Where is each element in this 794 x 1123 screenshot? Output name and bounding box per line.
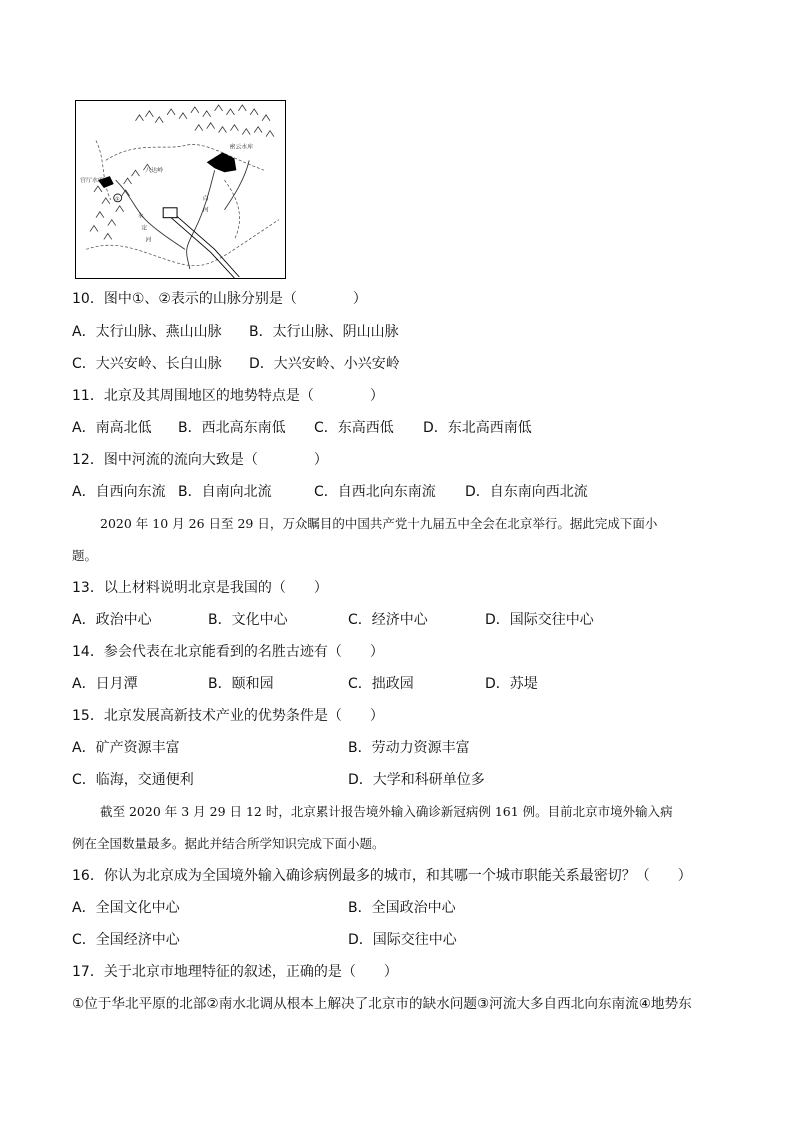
q16-stem: 16．你认为北京成为全国境外输入确诊病例最多的城市，和其哪一个城市职能关系最密切？（ ） [72, 868, 692, 884]
q10-option-b[interactable]: B．太行山脉、阴山山脉 [249, 324, 399, 340]
q14-option-b[interactable]: B．颐和园 [208, 676, 274, 692]
miyun-reservoir [207, 152, 237, 172]
q10-option-a[interactable]: A．太行山脉、燕山山脉 [72, 324, 222, 340]
q11-option-d[interactable]: D．东北高西南低 [423, 420, 532, 436]
label-river-2: 定 [141, 224, 148, 232]
boundary-lines [86, 141, 279, 266]
q12-option-d[interactable]: D．自东南向西北流 [465, 484, 588, 500]
q12-option-c[interactable]: C．自西北向东南流 [314, 484, 436, 500]
q11-option-c[interactable]: C．东高西低 [314, 420, 394, 436]
q11-option-b[interactable]: B．西北高东南低 [178, 420, 286, 436]
q13-option-d[interactable]: D．国际交往中心 [485, 612, 594, 628]
q17-stem: 17．关于北京市地理特征的叙述，正确的是（ ） [72, 964, 398, 980]
mountain-symbols [90, 105, 274, 239]
label-river-5: 河 [202, 206, 209, 214]
q10-option-d[interactable]: D．大兴安岭、小兴安岭 [249, 356, 400, 372]
q15-option-c[interactable]: C．临海，交通便利 [72, 772, 194, 788]
passage1-line2: 题。 [72, 548, 98, 563]
label-river-3: 河 [145, 236, 152, 244]
q13-option-b[interactable]: B．文化中心 [208, 612, 288, 628]
q16-option-d[interactable]: D．国际交往中心 [348, 932, 457, 948]
q13-option-a[interactable]: A．政治中心 [72, 612, 152, 628]
q17-statements: ①位于华北平原的北部②南水北调从根本上解决了北京市的缺水问题③河流大多自西北向东南流④地势东 [72, 996, 692, 1012]
label-guanting: 官厅水库 [80, 177, 104, 185]
q14-option-d[interactable]: D．苏堤 [485, 676, 538, 692]
map-drawing [76, 101, 285, 278]
q13-stem: 13．以上材料说明北京是我国的（ ） [72, 580, 328, 596]
q15-option-b[interactable]: B．劳动力资源丰富 [348, 740, 470, 756]
q14-option-a[interactable]: A．日月潭 [72, 676, 138, 692]
q16-option-c[interactable]: C．全国经济中心 [72, 932, 180, 948]
q16-option-b[interactable]: B．全国政治中心 [348, 900, 456, 916]
q15-option-d[interactable]: D．大学和科研单位多 [348, 772, 485, 788]
beijing-terrain-map [75, 100, 286, 279]
q11-stem: 11．北京及其周围地区的地势特点是（ ） [72, 388, 384, 404]
passage2-line1: 截至 2020 年 3 月 29 日 12 时，北京累计报告境外输入确诊新冠病例 161 例。目前北京市境外输入病 [100, 804, 673, 819]
q12-option-b[interactable]: B．自南向北流 [178, 484, 272, 500]
q15-stem: 15．北京发展高新技术产业的优势条件是（ ） [72, 708, 384, 724]
q16-option-a[interactable]: A．全国文化中心 [72, 900, 180, 916]
q10-option-c[interactable]: C．大兴安岭、长白山脉 [72, 356, 222, 372]
q14-option-c[interactable]: C．拙政园 [348, 676, 414, 692]
q11-option-a[interactable]: A．南高北低 [72, 420, 152, 436]
label-river-4: 白 [202, 194, 209, 202]
canal [171, 215, 239, 278]
passage1-line1: 2020 年 10 月 26 日至 29 日，万众瞩目的中国共产党十九届五中全会在北京举行。据此完成下面小 [100, 516, 658, 531]
label-river-1: 永 [137, 212, 144, 220]
q12-stem: 12．图中河流的流向大致是（ ） [72, 452, 328, 468]
q13-option-c[interactable]: C．经济中心 [348, 612, 428, 628]
q10-stem: 10．图中①、②表示的山脉分别是（ ） [72, 291, 367, 307]
q12-option-a[interactable]: A．自西向东流 [72, 484, 166, 500]
passage2-line2: 例在全国数量最多。据此并结合所学知识完成下面小题。 [72, 836, 385, 851]
label-miyun: 密云水库 [229, 143, 254, 151]
beijing-city [163, 208, 177, 218]
marker-1-label: ① [115, 196, 120, 203]
label-badaling: 八达岭 [145, 167, 164, 175]
q14-stem: 14．参会代表在北京能看到的名胜古迹有（ ） [72, 644, 384, 660]
q15-option-a[interactable]: A．矿产资源丰富 [72, 740, 180, 756]
